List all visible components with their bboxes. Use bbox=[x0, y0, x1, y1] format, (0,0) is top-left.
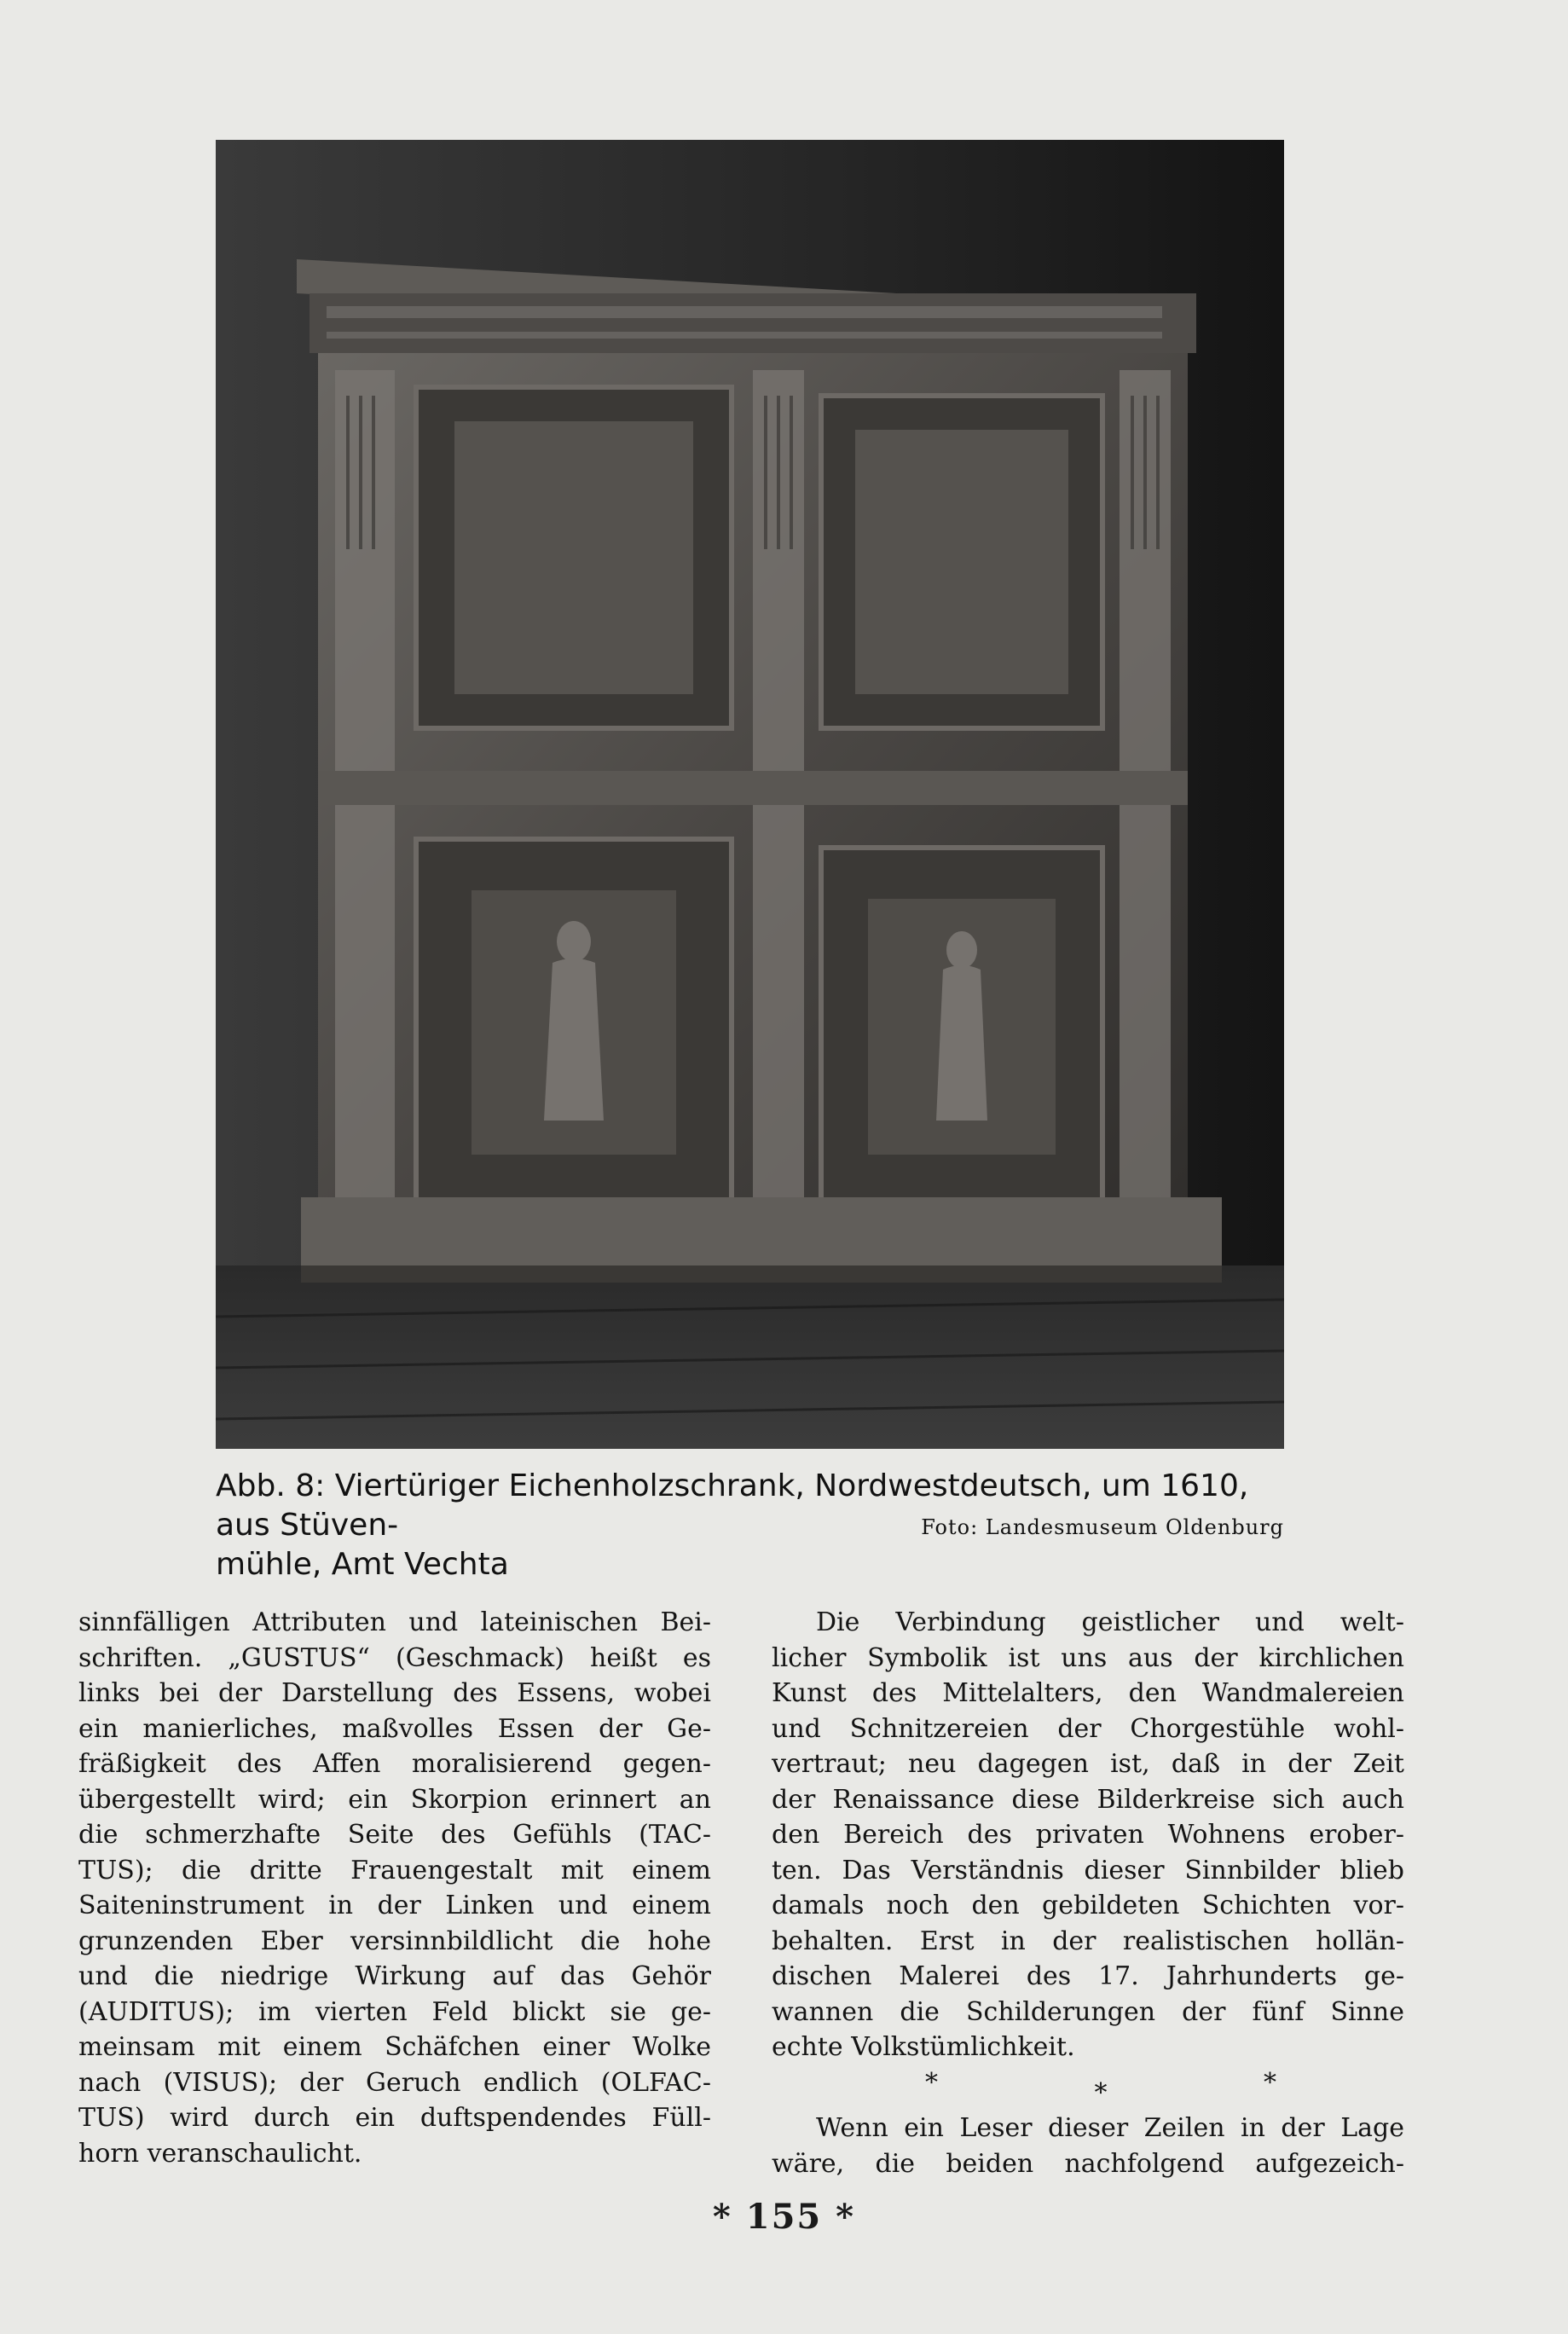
text-line: schriften. „GUSTUS“ (Geschmack) heißt es bbox=[78, 1642, 711, 1673]
paragraph-right-1 bbox=[772, 1605, 1404, 2065]
text-line: fräßigkeit des Affen moralisierend gegen- bbox=[78, 1749, 711, 1779]
separator-star: * bbox=[1264, 2067, 1276, 2098]
text-line: TUS); die dritte Frauengestalt mit einem bbox=[78, 1855, 711, 1885]
caption-line-2: mühle, Amt Vechta bbox=[216, 1547, 509, 1582]
text-line: meinsam mit einem Schäfchen einer Wolke bbox=[78, 2032, 711, 2062]
text-line: ten. Das Verständnis dieser Sinnbilder blieb bbox=[772, 1855, 1404, 1885]
section-separator bbox=[772, 2065, 1404, 2108]
photo-credit: Foto: Landesmuseum Oldenburg bbox=[921, 1515, 1284, 1539]
cabinet-photo-illustration bbox=[216, 140, 1284, 1449]
figure-caption bbox=[216, 1467, 1284, 1584]
text-line: Wenn ein Leser dieser Zeilen in der Lage bbox=[816, 2113, 1404, 2143]
text-line: wannen die Schilderungen der fünf Sinne bbox=[772, 1996, 1404, 2027]
text-line: behalten. Erst in der realistischen hollän- bbox=[772, 1926, 1404, 1956]
text-line: damals noch den gebildeten Schichten vor- bbox=[772, 1891, 1404, 1920]
separator-star: * bbox=[925, 2067, 938, 2098]
text-line: und die niedrige Wirkung auf das Gehör bbox=[78, 1961, 711, 1991]
text-line: vertraut; neu dagegen ist, daß in der Zeit bbox=[772, 1749, 1404, 1779]
text-line: horn veranschaulicht. bbox=[78, 2138, 362, 2169]
cabinet-photo bbox=[216, 140, 1284, 1449]
text-line: licher Symbolik ist uns aus der kirchlichen bbox=[772, 1642, 1404, 1673]
text-line: nach (VISUS); der Geruch endlich (OLFAC- bbox=[78, 2067, 711, 2098]
caption-line-1: Abb. 8: Viertüriger Eichenholzschrank, Nordwestdeutsch, um 1610, aus Stüven- bbox=[216, 1468, 1249, 1543]
text-column-left bbox=[78, 1605, 711, 2171]
text-line: ein manierliches, maßvolles Essen der Ge- bbox=[78, 1713, 711, 1744]
text-line: die schmerzhafte Seite des Gefühls (TAC- bbox=[78, 1820, 711, 1850]
text-line: den Bereich des privaten Wohnens erober- bbox=[772, 1820, 1404, 1850]
text-line: der Renaissance diese Bilderkreise sich auch bbox=[772, 1784, 1404, 1815]
text-line: sinnfälligen Attributen und lateinischen Bei- bbox=[78, 1607, 711, 1637]
text-line: dischen Malerei des 17. Jahrhunderts ge- bbox=[772, 1961, 1404, 1991]
text-line: links bei der Darstellung des Essens, wobei bbox=[78, 1678, 711, 1708]
text-line: TUS) wird durch ein duftspendendes Füll- bbox=[78, 2103, 711, 2133]
page-number: * 155 * bbox=[712, 2197, 856, 2237]
text-line: (AUDITUS); im vierten Feld blickt sie ge- bbox=[78, 1996, 711, 2027]
text-line: echte Volkstümlichkeit. bbox=[772, 2032, 1075, 2062]
text-line: übergestellt wird; ein Skorpion erinnert an bbox=[78, 1784, 711, 1815]
paragraph-right-2 bbox=[772, 2111, 1404, 2181]
text-line: grunzenden Eber versinnbildlicht die hohe bbox=[78, 1926, 711, 1956]
text-column-right bbox=[772, 1605, 1404, 2181]
separator-star: * bbox=[1094, 2077, 1108, 2108]
text-line: und Schnitzereien der Chorgestühle wohl- bbox=[772, 1713, 1404, 1744]
paragraph-left bbox=[78, 1605, 711, 2171]
text-line: Kunst des Mittelalters, den Wandmalereien bbox=[772, 1678, 1404, 1708]
text-line: wäre, die beiden nachfolgend aufgezeich- bbox=[772, 2148, 1404, 2179]
text-line: Saiteninstrument in der Linken und einem bbox=[78, 1891, 711, 1920]
text-line: Die Verbindung geistlicher und welt- bbox=[816, 1607, 1404, 1637]
